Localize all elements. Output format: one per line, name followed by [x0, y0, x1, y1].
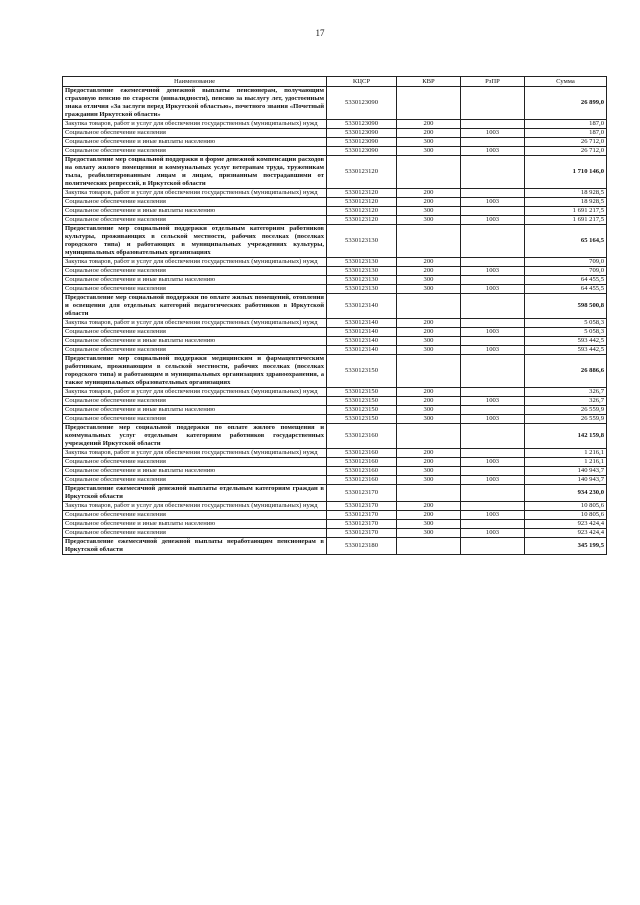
table-row	[63, 267, 607, 276]
cell-kvr: 200	[397, 388, 461, 397]
cell-name: Закупка товаров, работ и услуг для обеспечения государственных (муниципальных) нужд	[63, 449, 327, 458]
cell-name: Предоставление мер социальной поддержки по оплате жилого помещения и коммунальных услуг отдельным категориям работников государственных учреждений Иркутской области	[63, 424, 327, 449]
cell-kvr	[397, 355, 461, 388]
cell-rzpr: 1003	[461, 216, 525, 225]
cell-kvr	[397, 156, 461, 189]
cell-name: Социальное обеспечение населения	[63, 129, 327, 138]
cell-kcsr: 5330123130	[327, 258, 397, 267]
cell-rzpr	[461, 276, 525, 285]
table-row	[63, 129, 607, 138]
cell-rzpr	[461, 355, 525, 388]
table-row	[63, 388, 607, 397]
cell-sum: 923 424,4	[525, 529, 607, 538]
table-body	[63, 87, 607, 555]
cell-rzpr	[461, 207, 525, 216]
cell-sum: 598 500,8	[525, 294, 607, 319]
column-header-sum: Сумма	[525, 77, 607, 87]
cell-kvr	[397, 225, 461, 258]
cell-name: Социальное обеспечение населения	[63, 216, 327, 225]
cell-kvr: 300	[397, 285, 461, 294]
table-row	[63, 406, 607, 415]
cell-name: Закупка товаров, работ и услуг для обеспечения государственных (муниципальных) нужд	[63, 120, 327, 129]
cell-name: Социальное обеспечение населения	[63, 198, 327, 207]
cell-rzpr: 1003	[461, 529, 525, 538]
cell-name: Социальное обеспечение населения	[63, 458, 327, 467]
cell-sum: 26 886,6	[525, 355, 607, 388]
column-header-name: Наименование	[63, 77, 327, 87]
cell-sum: 64 455,5	[525, 285, 607, 294]
cell-name: Предоставление мер социальной поддержки отдельным категориям работников культуры, проживающих в сельской местности, рабочих поселках (поселках городского типа) и работающих в муниципальных учреждениях культуры, муниципальных образовательных организациях	[63, 225, 327, 258]
cell-name: Социальное обеспечение и иные выплаты населению	[63, 467, 327, 476]
column-header-kcsr: КЦСР	[327, 77, 397, 87]
cell-kcsr: 5330123140	[327, 294, 397, 319]
table-row	[63, 138, 607, 147]
cell-rzpr	[461, 138, 525, 147]
cell-rzpr	[461, 485, 525, 502]
cell-rzpr	[461, 225, 525, 258]
cell-rzpr	[461, 538, 525, 555]
cell-kcsr: 5330123120	[327, 189, 397, 198]
table-row-main	[63, 424, 607, 449]
cell-rzpr	[461, 156, 525, 189]
cell-sum: 1 691 217,5	[525, 207, 607, 216]
cell-kvr	[397, 294, 461, 319]
page-number: 17	[315, 28, 325, 38]
table-row	[63, 502, 607, 511]
cell-kvr	[397, 424, 461, 449]
cell-kcsr: 5330123150	[327, 415, 397, 424]
cell-kvr: 300	[397, 415, 461, 424]
cell-rzpr: 1003	[461, 397, 525, 406]
cell-kvr: 200	[397, 120, 461, 129]
cell-kvr: 200	[397, 189, 461, 198]
cell-kvr: 300	[397, 346, 461, 355]
cell-rzpr: 1003	[461, 346, 525, 355]
cell-kvr	[397, 485, 461, 502]
cell-name: Социальное обеспечение населения	[63, 328, 327, 337]
cell-kvr: 200	[397, 502, 461, 511]
cell-kcsr: 5330123090	[327, 120, 397, 129]
cell-sum: 140 943,7	[525, 476, 607, 485]
cell-sum: 10 805,6	[525, 502, 607, 511]
cell-kcsr: 5330123170	[327, 502, 397, 511]
table-row	[63, 285, 607, 294]
cell-rzpr	[461, 449, 525, 458]
cell-kvr: 200	[397, 319, 461, 328]
cell-rzpr: 1003	[461, 458, 525, 467]
table-row	[63, 397, 607, 406]
cell-kcsr: 5330123090	[327, 87, 397, 120]
cell-sum: 140 943,7	[525, 467, 607, 476]
cell-name: Социальное обеспечение населения	[63, 346, 327, 355]
cell-kvr: 200	[397, 267, 461, 276]
cell-kcsr: 5330123140	[327, 319, 397, 328]
column-header-rzpr: РзПР	[461, 77, 525, 87]
table-row	[63, 147, 607, 156]
cell-name: Закупка товаров, работ и услуг для обеспечения государственных (муниципальных) нужд	[63, 388, 327, 397]
cell-sum: 345 199,5	[525, 538, 607, 555]
table-row	[63, 529, 607, 538]
cell-sum: 65 164,5	[525, 225, 607, 258]
cell-rzpr: 1003	[461, 147, 525, 156]
cell-rzpr: 1003	[461, 267, 525, 276]
cell-rzpr	[461, 258, 525, 267]
cell-name: Предоставление мер социальной поддержки по оплате жилых помещений, отопления и освещения для отдельных категорий педагогических работников в Иркутской области	[63, 294, 327, 319]
cell-kcsr: 5330123140	[327, 337, 397, 346]
cell-kvr: 300	[397, 216, 461, 225]
cell-kvr: 300	[397, 337, 461, 346]
cell-kcsr: 5330123090	[327, 138, 397, 147]
cell-rzpr	[461, 87, 525, 120]
cell-kcsr: 5330123130	[327, 225, 397, 258]
table-row	[63, 449, 607, 458]
cell-rzpr	[461, 406, 525, 415]
cell-rzpr: 1003	[461, 285, 525, 294]
cell-kcsr: 5330123170	[327, 511, 397, 520]
table-row	[63, 120, 607, 129]
cell-kcsr: 5330123170	[327, 520, 397, 529]
budget-table	[62, 76, 607, 555]
cell-kcsr: 5330123090	[327, 129, 397, 138]
cell-name: Предоставление ежемесячной денежной выплаты пенсионерам, получающим страховую пенсию по старости (инвалидности), пенсию за выслугу лет, удостоенным знака отличия «За заслуги перед Иркутской областью», почетного звания «Почетный гражданин Иркутской области»	[63, 87, 327, 120]
cell-rzpr	[461, 319, 525, 328]
cell-kcsr: 5330123150	[327, 397, 397, 406]
cell-sum: 1 216,1	[525, 449, 607, 458]
cell-rzpr: 1003	[461, 129, 525, 138]
cell-kvr: 300	[397, 467, 461, 476]
table-row-main	[63, 87, 607, 120]
cell-kcsr: 5330123140	[327, 346, 397, 355]
cell-sum: 923 424,4	[525, 520, 607, 529]
table-row	[63, 511, 607, 520]
table-row-main	[63, 485, 607, 502]
cell-rzpr	[461, 120, 525, 129]
table-row	[63, 458, 607, 467]
cell-kcsr: 5330123160	[327, 424, 397, 449]
cell-sum: 142 159,8	[525, 424, 607, 449]
table-row	[63, 319, 607, 328]
cell-name: Социальное обеспечение населения	[63, 476, 327, 485]
cell-kvr: 200	[397, 397, 461, 406]
cell-name: Закупка товаров, работ и услуг для обеспечения государственных (муниципальных) нужд	[63, 319, 327, 328]
cell-kcsr: 5330123130	[327, 285, 397, 294]
cell-name: Социальное обеспечение и иные выплаты населению	[63, 337, 327, 346]
cell-kvr: 300	[397, 529, 461, 538]
cell-kvr: 300	[397, 520, 461, 529]
cell-kcsr: 5330123150	[327, 355, 397, 388]
cell-name: Социальное обеспечение населения	[63, 529, 327, 538]
table-row-main	[63, 225, 607, 258]
cell-rzpr: 1003	[461, 328, 525, 337]
column-header-kvr: КВР	[397, 77, 461, 87]
table-row	[63, 467, 607, 476]
cell-kcsr: 5330123170	[327, 485, 397, 502]
cell-kcsr: 5330123120	[327, 216, 397, 225]
cell-rzpr: 1003	[461, 415, 525, 424]
cell-sum: 934 230,0	[525, 485, 607, 502]
cell-kvr: 200	[397, 449, 461, 458]
cell-sum: 593 442,5	[525, 337, 607, 346]
cell-name: Закупка товаров, работ и услуг для обеспечения государственных (муниципальных) нужд	[63, 189, 327, 198]
cell-sum: 187,0	[525, 120, 607, 129]
cell-kvr: 200	[397, 328, 461, 337]
table-row	[63, 520, 607, 529]
cell-sum: 1 216,1	[525, 458, 607, 467]
cell-sum: 1 691 217,5	[525, 216, 607, 225]
cell-name: Социальное обеспечение и иные выплаты населению	[63, 520, 327, 529]
cell-kvr: 300	[397, 406, 461, 415]
cell-sum: 18 928,5	[525, 198, 607, 207]
cell-kcsr: 5330123160	[327, 476, 397, 485]
cell-rzpr: 1003	[461, 511, 525, 520]
cell-sum: 18 928,5	[525, 189, 607, 198]
cell-name: Предоставление ежемесячной денежной выплаты отдельным категориям граждан в Иркутской области	[63, 485, 327, 502]
cell-name: Закупка товаров, работ и услуг для обеспечения государственных (муниципальных) нужд	[63, 502, 327, 511]
cell-sum: 26 899,0	[525, 87, 607, 120]
table-row	[63, 337, 607, 346]
cell-sum: 187,0	[525, 129, 607, 138]
cell-kcsr: 5330123120	[327, 156, 397, 189]
cell-sum: 709,0	[525, 258, 607, 267]
cell-name: Социальное обеспечение населения	[63, 147, 327, 156]
cell-kcsr: 5330123090	[327, 147, 397, 156]
table-row	[63, 258, 607, 267]
cell-sum: 709,0	[525, 267, 607, 276]
cell-kvr: 300	[397, 276, 461, 285]
cell-name: Социальное обеспечение населения	[63, 397, 327, 406]
table-row-main	[63, 294, 607, 319]
cell-name: Предоставление мер социальной поддержки медицинским и фармацевтическим работникам, проживающим в сельской местности, рабочих поселках (поселках городского типа) и работающим в муниципальных организациях здравоохранения, а также муниципальных образовательных организациях	[63, 355, 327, 388]
cell-kvr: 300	[397, 147, 461, 156]
cell-kvr: 200	[397, 198, 461, 207]
table-row	[63, 189, 607, 198]
cell-rzpr: 1003	[461, 476, 525, 485]
table-row	[63, 216, 607, 225]
cell-sum: 1 710 146,0	[525, 156, 607, 189]
cell-kcsr: 5330123120	[327, 198, 397, 207]
cell-rzpr	[461, 424, 525, 449]
cell-sum: 26 712,0	[525, 138, 607, 147]
cell-name: Предоставление ежемесячной денежной выплаты неработающим пенсионерам в Иркутской области	[63, 538, 327, 555]
cell-kvr: 200	[397, 458, 461, 467]
cell-sum: 326,7	[525, 388, 607, 397]
cell-name: Социальное обеспечение населения	[63, 511, 327, 520]
table-row-main	[63, 538, 607, 555]
cell-kvr	[397, 87, 461, 120]
cell-rzpr: 1003	[461, 198, 525, 207]
cell-rzpr	[461, 294, 525, 319]
cell-sum: 26 559,9	[525, 406, 607, 415]
cell-kcsr: 5330123160	[327, 449, 397, 458]
cell-kcsr: 5330123150	[327, 406, 397, 415]
table-row	[63, 207, 607, 216]
table-row	[63, 276, 607, 285]
table-row	[63, 328, 607, 337]
cell-kcsr: 5330123170	[327, 529, 397, 538]
cell-sum: 5 058,3	[525, 328, 607, 337]
cell-name: Социальное обеспечение населения	[63, 267, 327, 276]
cell-kvr: 200	[397, 258, 461, 267]
cell-sum: 593 442,5	[525, 346, 607, 355]
cell-sum: 10 805,6	[525, 511, 607, 520]
cell-kcsr: 5330123160	[327, 458, 397, 467]
cell-rzpr	[461, 388, 525, 397]
cell-kcsr: 5330123160	[327, 467, 397, 476]
cell-sum: 64 455,5	[525, 276, 607, 285]
table-row-main	[63, 156, 607, 189]
cell-name: Закупка товаров, работ и услуг для обеспечения государственных (муниципальных) нужд	[63, 258, 327, 267]
table-row	[63, 476, 607, 485]
cell-kvr: 300	[397, 138, 461, 147]
cell-kcsr: 5330123130	[327, 276, 397, 285]
cell-kcsr: 5330123150	[327, 388, 397, 397]
cell-name: Социальное обеспечение и иные выплаты населению	[63, 276, 327, 285]
cell-name: Предоставление мер социальной поддержки в форме денежной компенсации расходов на оплату жилого помещения и коммунальных услуг ветеранам труда, труженикам тыла, реабилитированным лицам и лицам, признанным пострадавшими от политических репрессий, в Иркутской области	[63, 156, 327, 189]
table-row-main	[63, 355, 607, 388]
cell-rzpr	[461, 520, 525, 529]
table-header-row	[63, 77, 607, 87]
cell-kcsr: 5330123180	[327, 538, 397, 555]
cell-name: Социальное обеспечение и иные выплаты населению	[63, 406, 327, 415]
cell-rzpr	[461, 189, 525, 198]
cell-kvr: 200	[397, 129, 461, 138]
cell-rzpr	[461, 467, 525, 476]
cell-kvr	[397, 538, 461, 555]
cell-sum: 26 559,9	[525, 415, 607, 424]
cell-kvr: 300	[397, 207, 461, 216]
cell-sum: 5 058,3	[525, 319, 607, 328]
cell-name: Социальное обеспечение населения	[63, 285, 327, 294]
cell-sum: 26 712,0	[525, 147, 607, 156]
cell-kcsr: 5330123130	[327, 267, 397, 276]
cell-kcsr: 5330123120	[327, 207, 397, 216]
table-row	[63, 198, 607, 207]
cell-name: Социальное обеспечение и иные выплаты населению	[63, 207, 327, 216]
cell-kcsr: 5330123140	[327, 328, 397, 337]
cell-name: Социальное обеспечение населения	[63, 415, 327, 424]
table-row	[63, 415, 607, 424]
table-row	[63, 346, 607, 355]
cell-sum: 326,7	[525, 397, 607, 406]
cell-kvr: 200	[397, 511, 461, 520]
cell-rzpr	[461, 502, 525, 511]
cell-name: Социальное обеспечение и иные выплаты населению	[63, 138, 327, 147]
cell-kvr: 300	[397, 476, 461, 485]
cell-rzpr	[461, 337, 525, 346]
